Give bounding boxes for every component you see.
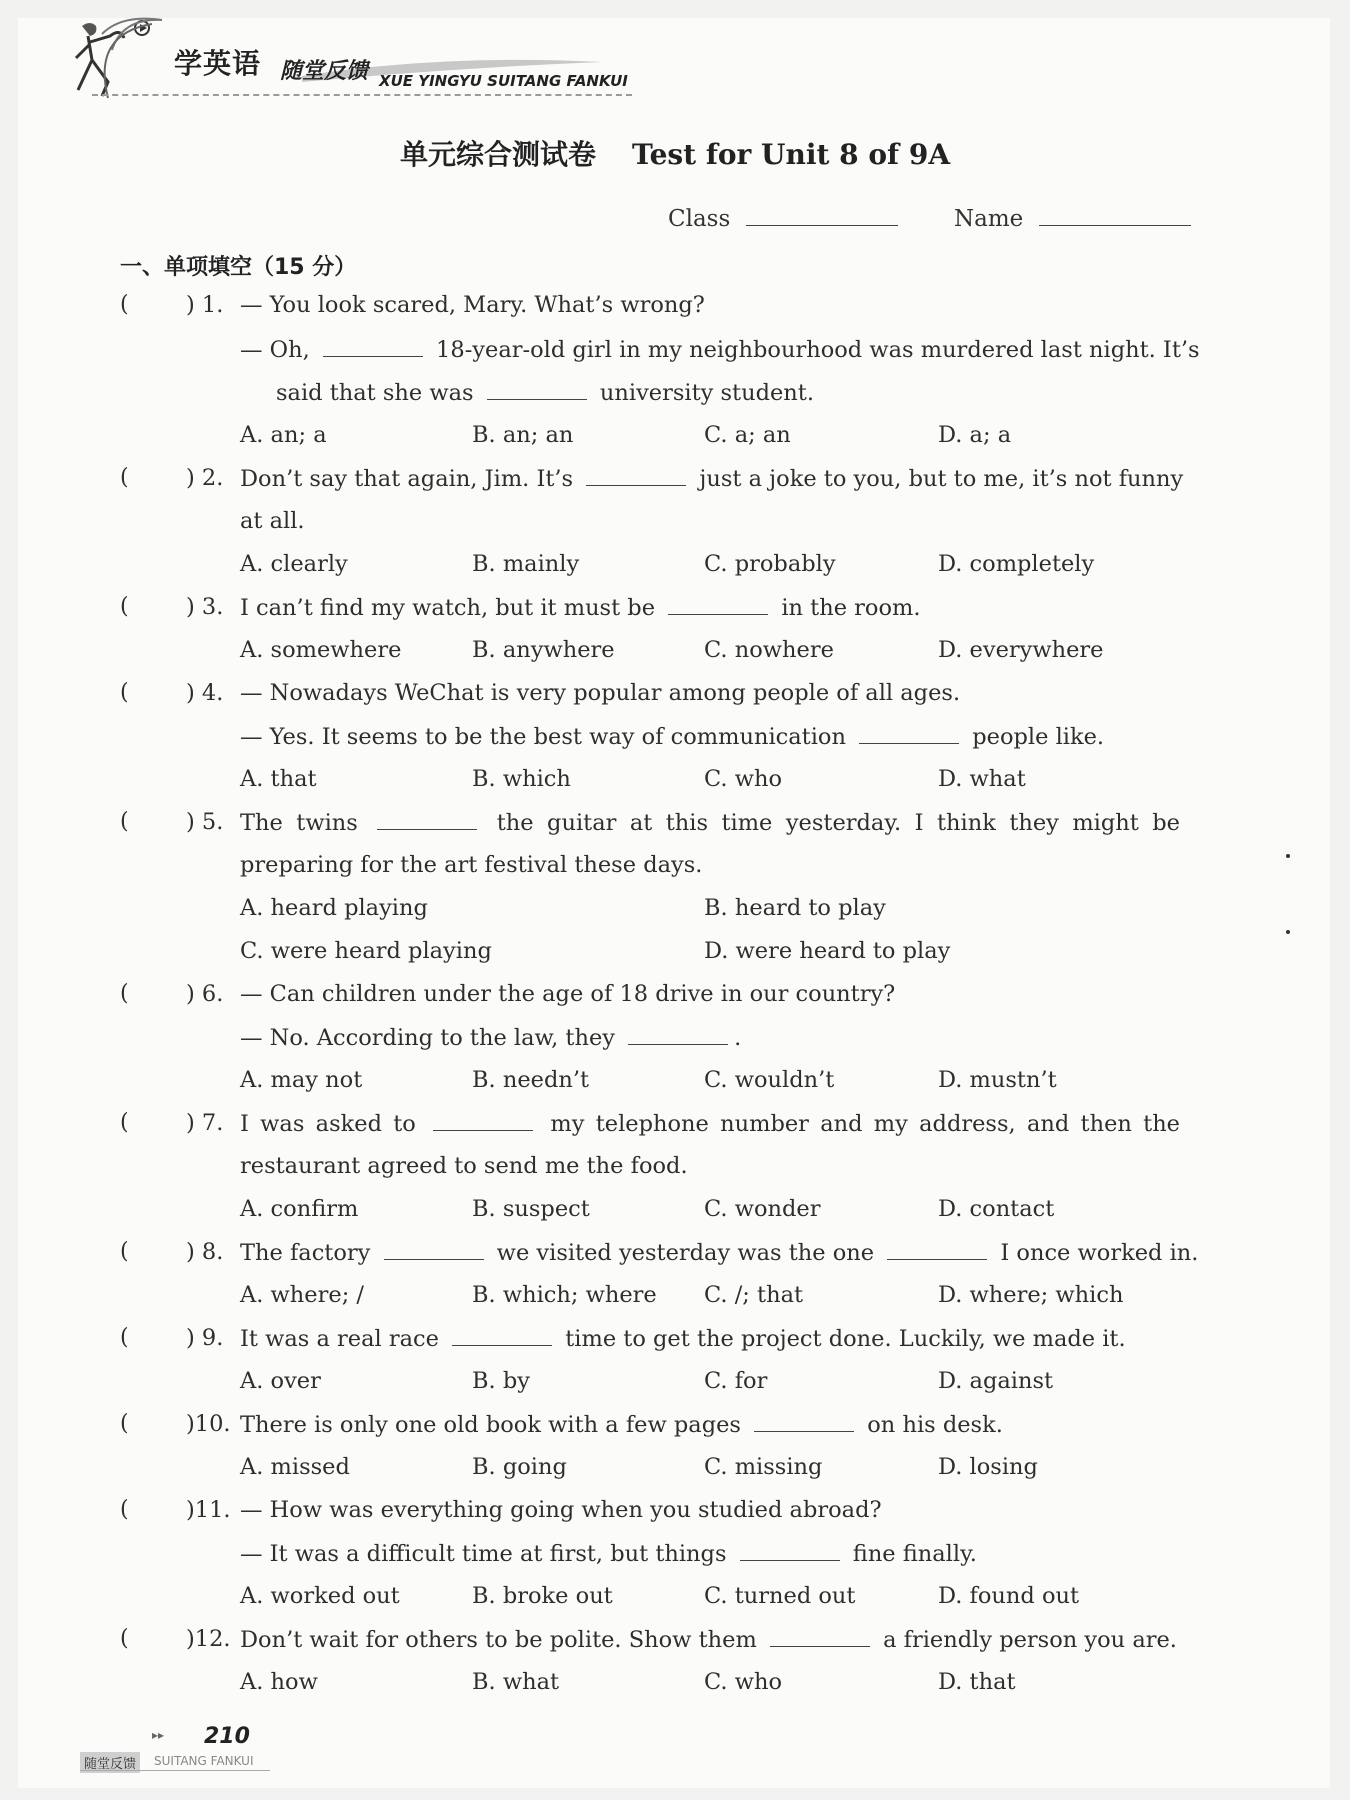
option-c[interactable]: C. wouldn’t xyxy=(704,1067,835,1093)
answer-blank[interactable] xyxy=(433,1110,533,1131)
answer-blank[interactable] xyxy=(628,1024,728,1045)
answer-paren[interactable]: ( xyxy=(120,1626,129,1651)
answer-paren[interactable]: ( xyxy=(120,292,129,317)
option-d[interactable]: D. against xyxy=(938,1368,1054,1394)
answer-paren[interactable]: ( xyxy=(120,680,129,705)
answer-paren[interactable]: ( xyxy=(120,1497,129,1522)
option-b[interactable]: B. anywhere xyxy=(472,637,615,663)
question-line: Don’t say that again, Jim. It’s just a joke to you, but to me, it’s not funny xyxy=(240,466,1184,492)
answer-blank[interactable] xyxy=(668,594,768,615)
question-number: ) 9. xyxy=(186,1325,224,1351)
option-b[interactable]: B. which xyxy=(472,766,571,792)
answer-blank[interactable] xyxy=(754,1411,854,1432)
option-d[interactable]: D. mustn’t xyxy=(938,1067,1057,1093)
option-a[interactable]: A. where; / xyxy=(240,1282,365,1308)
question-line: It was a real race time to get the project done. Luckily, we made it. xyxy=(240,1326,1126,1352)
option-b[interactable]: B. an; an xyxy=(472,422,574,448)
option-b[interactable]: B. by xyxy=(472,1368,530,1394)
option-c[interactable]: C. wonder xyxy=(704,1196,821,1222)
question-line: at all. xyxy=(240,508,305,534)
question-line: I can’t find my watch, but it must be in the room. xyxy=(240,595,921,621)
answer-blank[interactable] xyxy=(487,379,587,400)
option-d[interactable]: D. that xyxy=(938,1669,1016,1695)
logo-pinyin: XUE YINGYU SUITANG FANKUI xyxy=(379,72,628,90)
answer-paren[interactable]: ( xyxy=(120,594,129,619)
option-c[interactable]: C. who xyxy=(704,1669,783,1695)
option-a[interactable]: A. heard playing xyxy=(240,895,428,921)
question-line: — No. According to the law, they . xyxy=(240,1025,742,1051)
answer-blank[interactable] xyxy=(859,723,959,744)
question-line: — Can children under the age of 18 drive in our country? xyxy=(240,981,896,1007)
margin-mark xyxy=(1286,854,1290,858)
answer-blank[interactable] xyxy=(770,1626,870,1647)
answer-blank[interactable] xyxy=(586,465,686,486)
question-line: I was asked to my telephone number and my address, and then the xyxy=(240,1111,1180,1137)
header-divider xyxy=(92,94,632,96)
option-b[interactable]: B. which; where xyxy=(472,1282,657,1308)
option-c[interactable]: C. were heard playing xyxy=(240,938,492,964)
title-en: Test for Unit 8 of 9A xyxy=(631,138,951,171)
option-c[interactable]: C. for xyxy=(704,1368,768,1394)
option-b[interactable]: B. going xyxy=(472,1454,567,1480)
question-line: The twins the guitar at this time yesterday. I think they might be xyxy=(240,810,1180,836)
option-c[interactable]: C. /; that xyxy=(704,1282,804,1308)
logo-subtitle: 随堂反馈 xyxy=(280,59,369,84)
footer-pinyin: SUITANG FANKUI xyxy=(154,1754,254,1768)
question-line: — Oh, 18-year-old girl in my neighbourhood was murdered last night. It’s xyxy=(240,337,1200,363)
question-line: Don’t wait for others to be polite. Show them a friendly person you are. xyxy=(240,1627,1177,1653)
question-number: ) 2. xyxy=(186,465,224,491)
answer-blank[interactable] xyxy=(384,1239,484,1260)
option-b[interactable]: B. suspect xyxy=(472,1196,590,1222)
option-d[interactable]: D. everywhere xyxy=(938,637,1104,663)
option-d[interactable]: D. where; which xyxy=(938,1282,1124,1308)
option-c[interactable]: C. who xyxy=(704,766,783,792)
question-line: — It was a difficult time at first, but things fine finally. xyxy=(240,1541,977,1567)
class-blank[interactable] xyxy=(746,205,898,226)
title-cn: 单元综合测试卷 xyxy=(399,138,596,171)
answer-paren[interactable]: ( xyxy=(120,1325,129,1350)
option-a[interactable]: A. that xyxy=(240,766,317,792)
option-c[interactable]: C. missing xyxy=(704,1454,823,1480)
option-a[interactable]: A. how xyxy=(240,1669,318,1695)
option-c[interactable]: C. turned out xyxy=(704,1583,856,1609)
option-c[interactable]: C. a; an xyxy=(704,422,791,448)
option-d[interactable]: D. losing xyxy=(938,1454,1038,1480)
logo-title: 学英语 xyxy=(174,47,262,80)
page-title xyxy=(0,133,1350,173)
option-d[interactable]: D. a; a xyxy=(938,422,1012,448)
question-line: restaurant agreed to send me the food. xyxy=(240,1153,688,1179)
question-number: ) 6. xyxy=(186,981,224,1007)
question-number: ) 8. xyxy=(186,1239,224,1265)
answer-blank[interactable] xyxy=(740,1540,840,1561)
question-number: ) 3. xyxy=(186,594,224,620)
answer-paren[interactable]: ( xyxy=(120,981,129,1006)
answer-blank[interactable] xyxy=(377,809,477,830)
class-label: Class xyxy=(668,206,731,232)
question-line: preparing for the art festival these days. xyxy=(240,852,703,878)
question-line: said that she was university student. xyxy=(276,380,814,406)
question-number: )10. xyxy=(186,1411,231,1437)
margin-mark xyxy=(1286,930,1290,934)
footer-badge: 随堂反馈 xyxy=(80,1752,140,1773)
page-arrows-icon: ▸▸ xyxy=(152,1728,165,1742)
option-d[interactable]: D. what xyxy=(938,766,1026,792)
question-line: The factory we visited yesterday was the one I once worked in. xyxy=(240,1240,1199,1266)
option-a[interactable]: A. somewhere xyxy=(240,637,402,663)
question-number: ) 4. xyxy=(186,680,224,706)
answer-paren[interactable]: ( xyxy=(120,809,129,834)
question-number: ) 1. xyxy=(186,292,224,318)
answer-blank[interactable] xyxy=(887,1239,987,1260)
option-d[interactable]: D. contact xyxy=(938,1196,1055,1222)
question-number: ) 5. xyxy=(186,809,224,835)
answer-paren[interactable]: ( xyxy=(120,465,129,490)
option-a[interactable]: A. may not xyxy=(240,1067,363,1093)
question-number: ) 7. xyxy=(186,1110,224,1136)
option-d[interactable]: D. were heard to play xyxy=(704,938,951,964)
question-number: )12. xyxy=(186,1626,231,1652)
question-line: — You look scared, Mary. What’s wrong? xyxy=(240,292,705,318)
option-d[interactable]: D. completely xyxy=(938,551,1095,577)
option-b[interactable]: B. heard to play xyxy=(704,895,886,921)
name-field xyxy=(954,205,1191,232)
answer-paren[interactable]: ( xyxy=(120,1110,129,1135)
option-a[interactable]: A. over xyxy=(240,1368,321,1394)
header-banner xyxy=(62,14,642,104)
question-line: There is only one old book with a few pages on his desk. xyxy=(240,1412,1003,1438)
option-b[interactable]: B. broke out xyxy=(472,1583,613,1609)
option-c[interactable]: C. nowhere xyxy=(704,637,834,663)
option-b[interactable]: B. mainly xyxy=(472,551,580,577)
answer-paren[interactable]: ( xyxy=(120,1239,129,1264)
answer-paren[interactable]: ( xyxy=(120,1411,129,1436)
option-b[interactable]: B. what xyxy=(472,1669,560,1695)
question-line: — Nowadays WeChat is very popular among people of all ages. xyxy=(240,680,961,706)
name-blank[interactable] xyxy=(1039,205,1191,226)
question-number: )11. xyxy=(186,1497,231,1523)
footer-divider xyxy=(80,1770,270,1771)
page-number: 210 xyxy=(204,1724,250,1749)
name-label: Name xyxy=(954,206,1024,232)
answer-blank[interactable] xyxy=(323,336,423,357)
section-heading: 一、单项填空（15 分） xyxy=(120,255,357,280)
option-a[interactable]: A. confirm xyxy=(240,1196,359,1222)
option-b[interactable]: B. needn’t xyxy=(472,1067,590,1093)
option-c[interactable]: C. probably xyxy=(704,551,836,577)
option-a[interactable]: A. worked out xyxy=(240,1583,400,1609)
option-d[interactable]: D. found out xyxy=(938,1583,1080,1609)
question-line: — Yes. It seems to be the best way of communication people like. xyxy=(240,724,1105,750)
option-a[interactable]: A. missed xyxy=(240,1454,350,1480)
answer-blank[interactable] xyxy=(452,1325,552,1346)
class-field xyxy=(668,205,898,232)
option-a[interactable]: A. clearly xyxy=(240,551,348,577)
question-line: — How was everything going when you studied abroad? xyxy=(240,1497,882,1523)
option-a[interactable]: A. an; a xyxy=(240,422,327,448)
